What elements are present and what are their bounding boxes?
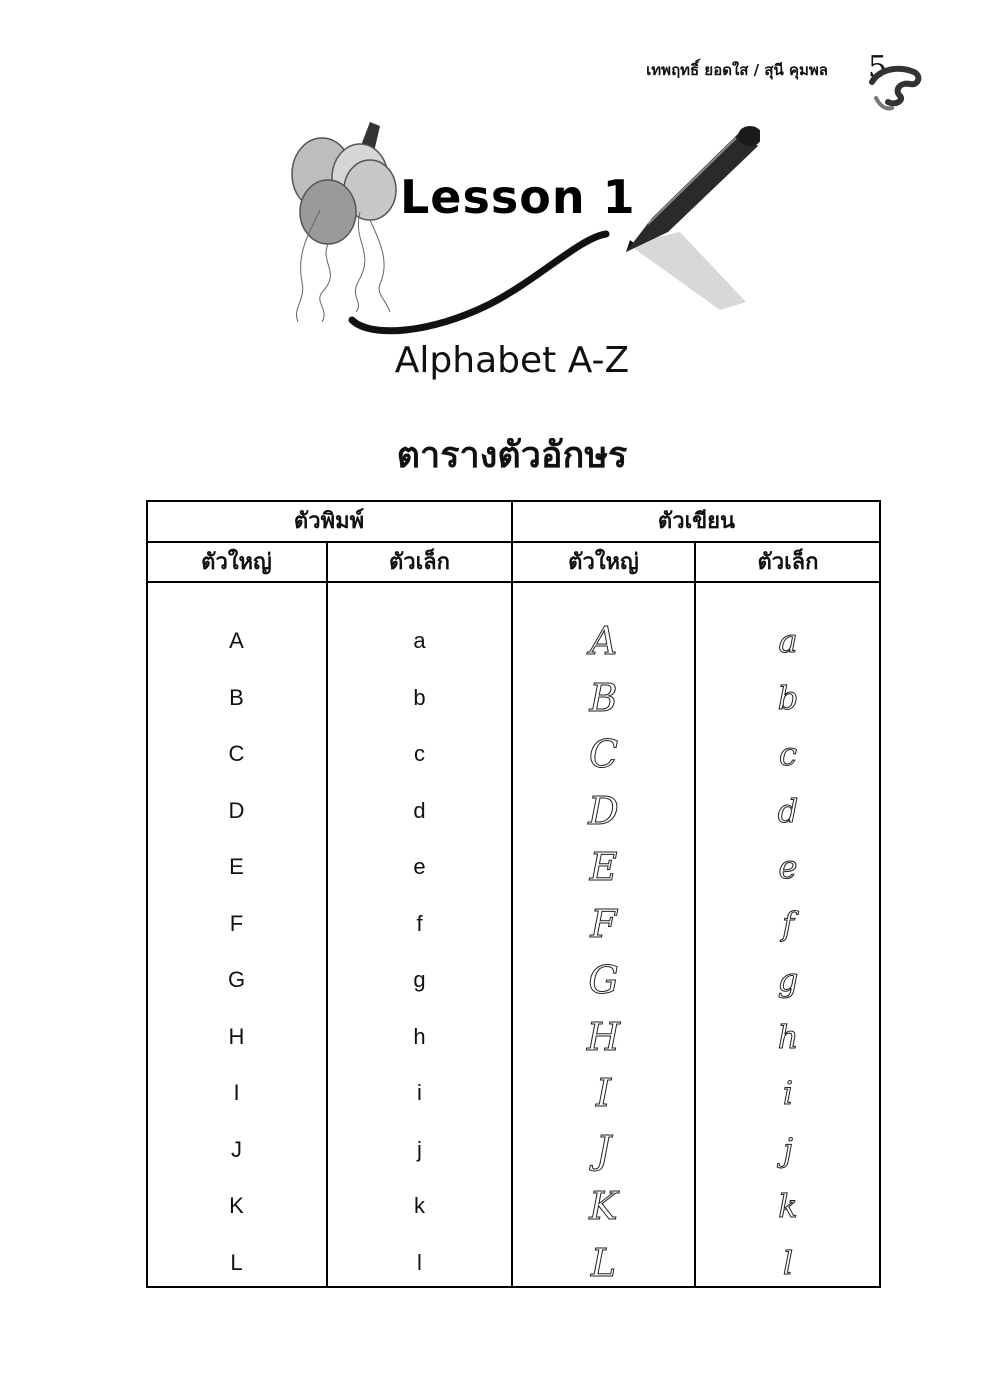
script-uppercase-letter: D xyxy=(588,788,619,833)
print-uppercase-letter: B xyxy=(229,684,244,710)
print-uppercase-letter: K xyxy=(229,1193,244,1218)
script-uppercase-letter: E xyxy=(589,845,618,889)
page-number: 5 xyxy=(868,50,888,85)
pencil-icon xyxy=(626,126,760,310)
script-uppercase-letter: I xyxy=(595,1071,611,1115)
script-lowercase-letter: j xyxy=(783,1130,793,1169)
script-lowercase-letter: f xyxy=(782,904,794,943)
script-uppercase-letter: H xyxy=(586,1014,621,1059)
print-uppercase-letter: E xyxy=(229,854,244,879)
print-uppercase-letter: H xyxy=(228,1023,245,1049)
script-lowercase-letter: h xyxy=(777,1017,799,1056)
group-header: ตัวเขียน xyxy=(657,509,736,534)
ribbon-flourish-icon xyxy=(866,62,926,114)
print-lowercase-letter: h xyxy=(413,1023,426,1049)
lesson-title-illustration xyxy=(280,112,760,342)
print-uppercase-letter: A xyxy=(229,628,244,653)
print-uppercase-letter: F xyxy=(229,910,244,936)
print-lowercase-letter: a xyxy=(413,628,426,653)
print-lowercase-letter: g xyxy=(413,967,426,992)
print-lowercase-letter: d xyxy=(413,797,426,823)
print-lowercase-letter: f xyxy=(416,910,423,936)
print-lowercase-letter: c xyxy=(414,741,425,766)
print-lowercase-letter: e xyxy=(413,854,426,879)
print-uppercase-letter: G xyxy=(227,967,246,992)
print-lowercase-letter: i xyxy=(417,1080,422,1105)
script-lowercase-letter: g xyxy=(777,961,799,999)
print-uppercase-letter: D xyxy=(228,797,245,823)
print-lowercase-letter: l xyxy=(417,1249,422,1275)
script-uppercase-letter: J xyxy=(595,1127,612,1172)
script-lowercase-letter: c xyxy=(779,735,797,773)
column-header: ตัวใหญ่ xyxy=(568,550,639,575)
script-uppercase-letter: B xyxy=(589,675,618,720)
column-header: ตัวเล็ก xyxy=(389,550,450,575)
script-lowercase-letter: i xyxy=(782,1074,794,1112)
script-uppercase-letter: F xyxy=(590,901,617,946)
script-lowercase-letter: k xyxy=(778,1187,798,1225)
print-lowercase-letter: j xyxy=(417,1136,422,1162)
print-uppercase-letter: J xyxy=(231,1136,242,1162)
alphabet-table xyxy=(146,500,881,1288)
print-uppercase-letter: C xyxy=(228,741,245,766)
script-uppercase-letter: K xyxy=(589,1184,618,1228)
swoosh-stroke xyxy=(352,234,606,331)
print-uppercase-letter: I xyxy=(233,1080,240,1105)
script-lowercase-letter: b xyxy=(777,678,799,717)
group-header: ตัวพิมพ์ xyxy=(293,509,365,534)
lesson-subtitle: Alphabet A-Z xyxy=(394,340,630,381)
lesson-title: Lesson 1 xyxy=(400,170,636,224)
print-lowercase-letter: b xyxy=(413,684,426,710)
header-authors: เทพฤทธิ์ ยอดใส / สุนี คุมพล xyxy=(646,61,828,79)
print-lowercase-letter: k xyxy=(414,1193,425,1218)
script-uppercase-letter: L xyxy=(590,1240,617,1285)
script-lowercase-letter: e xyxy=(778,848,798,886)
print-uppercase-letter: L xyxy=(230,1249,243,1275)
column-header: ตัวเล็ก xyxy=(757,550,819,575)
alphabet-table-heading: ตารางตัวอักษร xyxy=(396,434,628,476)
script-lowercase-letter: a xyxy=(778,622,798,660)
script-uppercase-letter: A xyxy=(589,619,618,663)
balloons-icon xyxy=(292,122,396,322)
script-lowercase-letter: l xyxy=(782,1243,794,1282)
column-header: ตัวใหญ่ xyxy=(201,550,272,575)
script-uppercase-letter: C xyxy=(588,732,619,776)
script-uppercase-letter: G xyxy=(588,958,619,1002)
script-lowercase-letter: d xyxy=(777,791,799,830)
